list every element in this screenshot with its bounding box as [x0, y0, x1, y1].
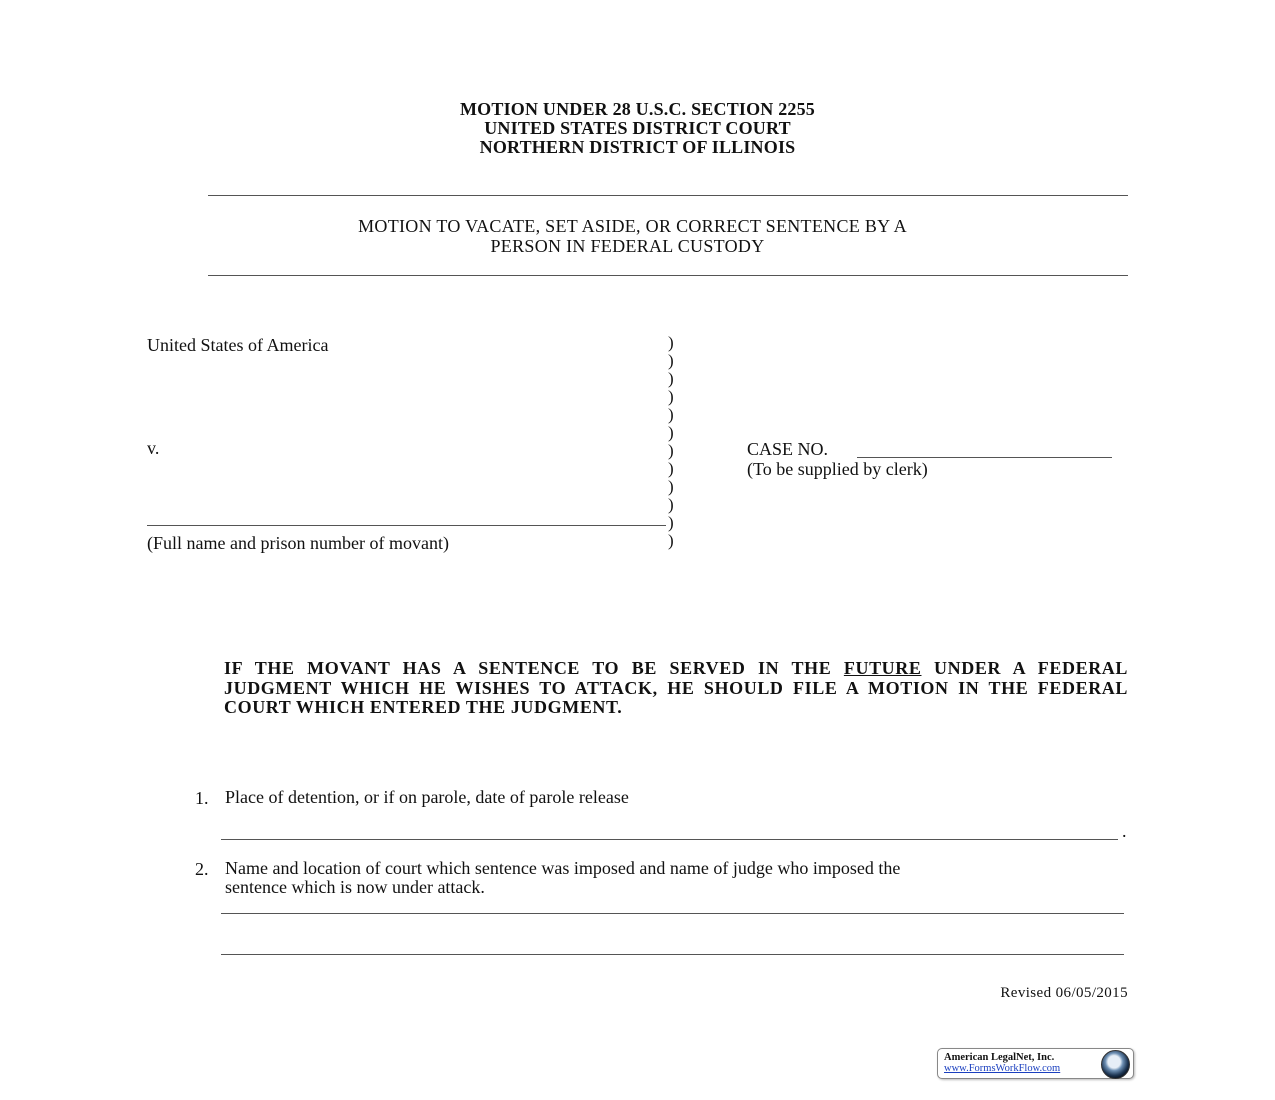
- case-number-note: (To be supplied by clerk): [747, 459, 928, 479]
- badge-website-link[interactable]: www.FormsWorkFlow.com: [944, 1063, 1061, 1074]
- notice-text-2: UNDER A FEDERAL JUDGMENT WHICH HE WISHES TO ATTACK, HE SHOULD FILE A MOTION IN THE FEDERAL COURT WHICH ENTERED THE JUDGMENT.: [224, 658, 1128, 717]
- caption-paren: ): [668, 369, 674, 388]
- badge-company-name: American LegalNet, Inc.: [944, 1052, 1055, 1063]
- caption-paren: ): [668, 459, 674, 478]
- caption-paren: ): [668, 441, 674, 460]
- question-1-answer-field[interactable]: [221, 818, 1118, 840]
- question-2-answer-field-2[interactable]: [221, 933, 1124, 955]
- revision-date: Revised 06/05/2015: [1000, 985, 1128, 1001]
- question-1-number: 1.: [195, 788, 209, 808]
- question-1-trailing-period: .: [1122, 821, 1127, 841]
- form-header-court: UNITED STATES DISTRICT COURT: [484, 118, 791, 138]
- question-2-number: 2.: [195, 859, 209, 879]
- title-bottom-rule: [208, 275, 1128, 276]
- question-1-underline: [221, 839, 1118, 840]
- form-header-line-1: MOTION UNDER 28 U.S.C. SECTION 2255: [459, 99, 816, 119]
- title-top-rule: [208, 195, 1128, 196]
- form-title-line-2: PERSON IN FEDERAL CUSTODY: [490, 236, 765, 256]
- movant-label: (Full name and prison number of movant): [147, 533, 449, 553]
- notice-text-1: IF THE MOVANT HAS A SENTENCE TO BE SERVED IN THE: [224, 658, 844, 678]
- caption-paren: ): [668, 351, 674, 370]
- question-2-underline-2: [221, 954, 1124, 955]
- case-number-label: CASE NO.: [747, 439, 829, 459]
- caption-paren: ): [668, 477, 674, 496]
- question-1-text: Place of detention, or if on parole, date of parole release: [225, 787, 629, 807]
- question-2-answer-field-1[interactable]: [221, 892, 1124, 914]
- caption-paren: ): [668, 405, 674, 424]
- caption-paren: ): [668, 423, 674, 442]
- question-2-text-line-1: Name and location of court which sentence was imposed and name of judge who imposed the: [225, 858, 901, 878]
- future-sentence-notice: [224, 659, 1128, 718]
- caption-paren: ): [668, 387, 674, 406]
- case-number-underline: [857, 457, 1112, 458]
- caption-paren: ): [668, 495, 674, 514]
- caption-paren: ): [668, 333, 674, 352]
- movant-name-underline: [147, 525, 666, 526]
- caption-paren: ): [668, 531, 674, 550]
- notice-emphasis-future: FUTURE: [843, 658, 922, 678]
- form-title-line-1: MOTION TO VACATE, SET ASIDE, OR CORRECT SENTENCE BY A: [358, 216, 907, 236]
- form-header-district: NORTHERN DISTRICT OF ILLINOIS: [479, 137, 796, 157]
- versus-label: v.: [147, 438, 160, 458]
- americanlegalnet-badge[interactable]: [937, 1048, 1134, 1079]
- case-number-field[interactable]: [857, 438, 1112, 458]
- globe-logo-icon: [1101, 1050, 1130, 1079]
- movant-name-field[interactable]: [147, 504, 666, 526]
- question-2-text-line-2: sentence which is now under attack.: [225, 877, 485, 897]
- question-2-underline-1: [221, 913, 1124, 914]
- plaintiff-name: United States of America: [147, 335, 329, 355]
- caption-paren: ): [668, 513, 674, 532]
